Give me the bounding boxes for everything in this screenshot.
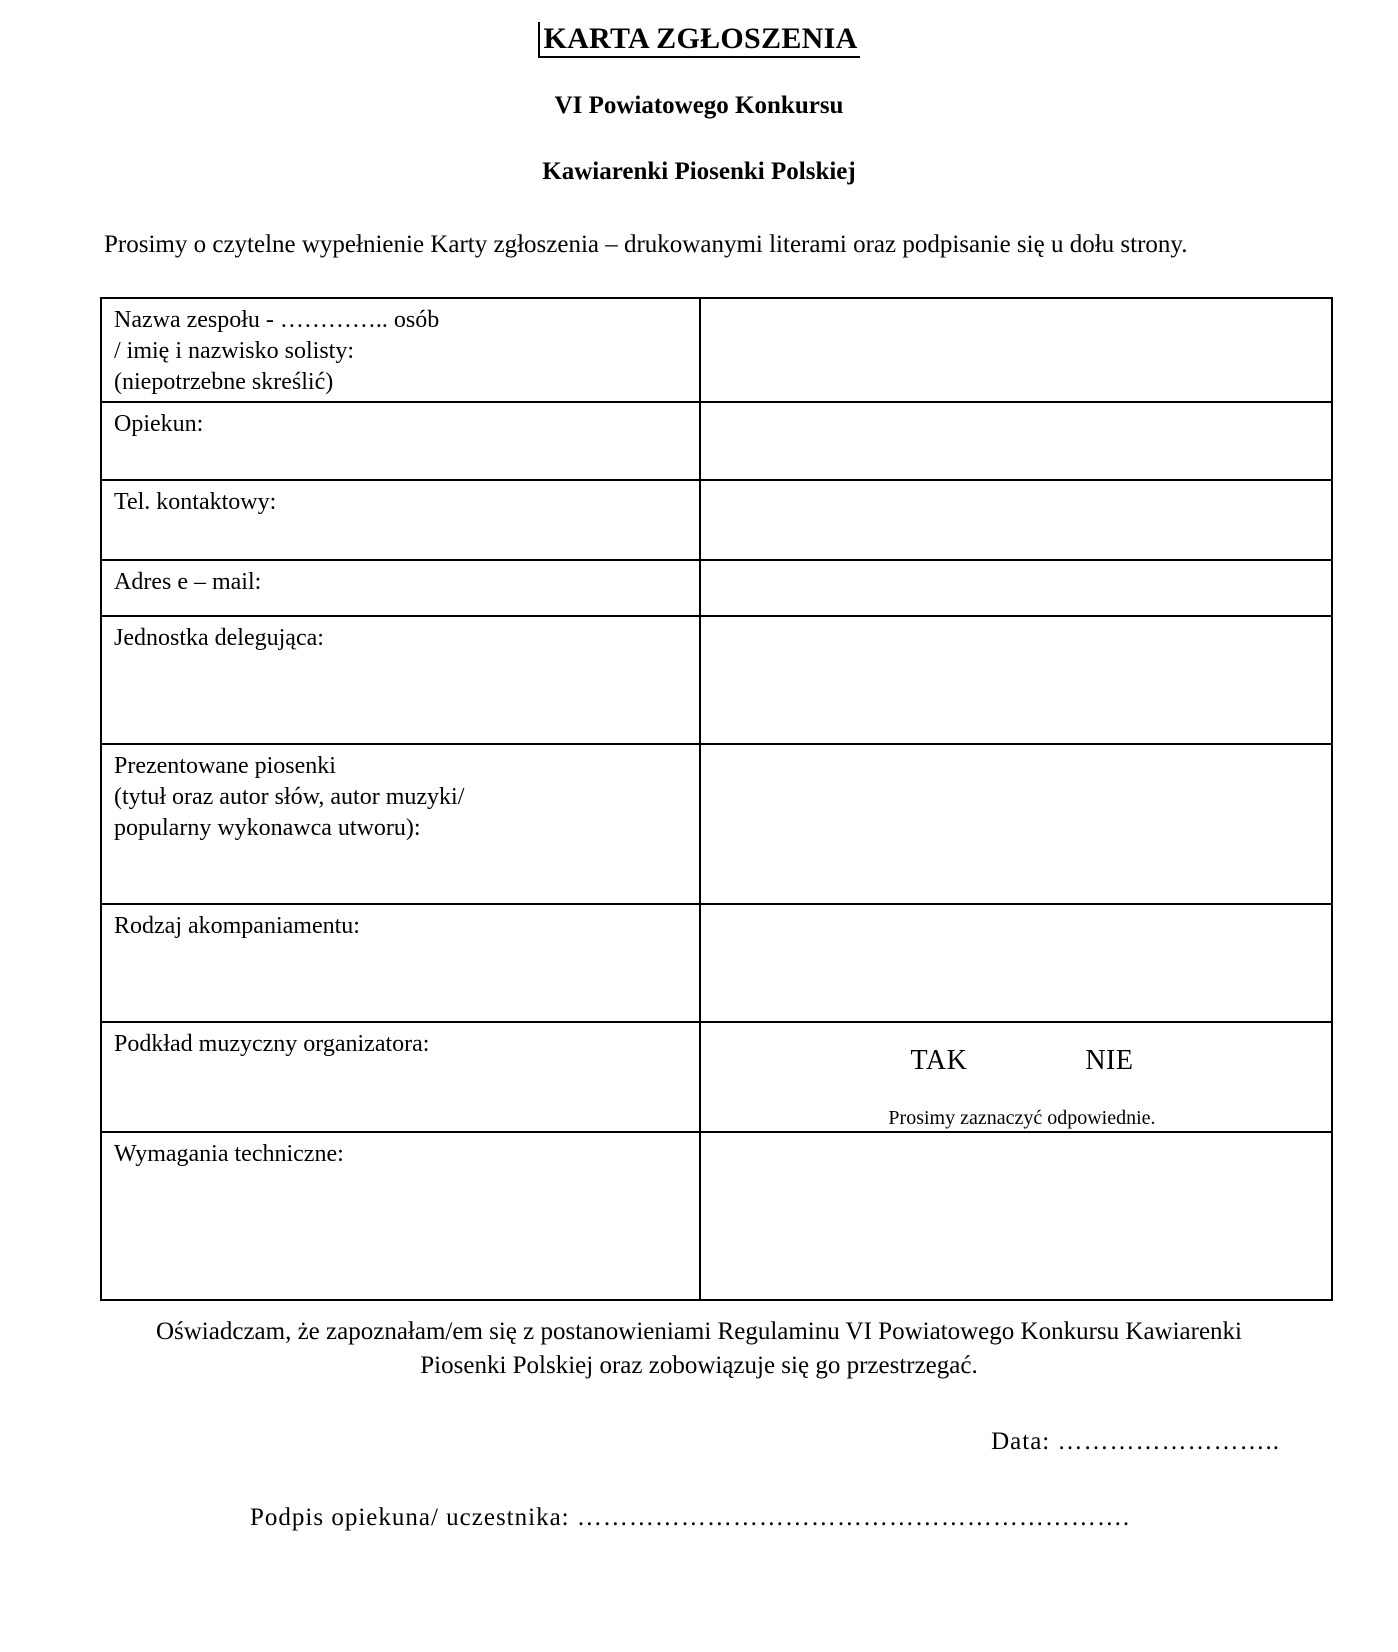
backing-track-options	[713, 1043, 1331, 1079]
intro-instructions: Prosimy o czytelne wypełnienie Karty zgłoszenia – drukowanymi literami oraz podpisanie się u dołu strony.	[104, 231, 1188, 258]
field-label-team-name	[101, 298, 700, 402]
field-label-songs	[101, 744, 700, 904]
label-line: (niepotrzebne skreślić)	[114, 369, 334, 396]
label-line: Rodzaj akompaniamentu:	[114, 913, 360, 939]
field-value-songs[interactable]	[700, 744, 1332, 904]
label-line: (tytuł oraz autor słów, autor muzyki/	[114, 784, 465, 811]
date-field[interactable]: Data: ……………………..	[991, 1428, 1280, 1456]
field-label-delegating-unit	[101, 616, 700, 744]
label-line: popularny wykonawca utworu):	[114, 815, 421, 842]
table-row	[101, 904, 1332, 1022]
field-value-technical-requirements[interactable]	[700, 1132, 1332, 1300]
table-row	[101, 298, 1332, 402]
table-row	[101, 480, 1332, 560]
declaration-text: Oświadczam, że zapoznałam/em się z postanowieniami Regulaminu VI Powiatowego Konkursu Kawiarenki Piosenki Polskiej oraz zobowiązuje się go przestrzegać.	[155, 1318, 1243, 1379]
subtitle-competition-name: Kawiarenki Piosenki Polskiej	[542, 158, 856, 185]
field-value-phone[interactable]	[700, 480, 1332, 560]
field-value-delegating-unit[interactable]	[700, 616, 1332, 744]
label-line: / imię i nazwisko solisty:	[114, 338, 354, 365]
field-label-email	[101, 560, 700, 616]
field-value-accompaniment[interactable]	[700, 904, 1332, 1022]
label-line: Tel. kontaktowy:	[114, 489, 277, 515]
page-title	[100, 22, 1298, 56]
backing-track-note: Prosimy zaznaczyć odpowiednie.	[888, 1107, 1156, 1130]
option-no[interactable]: NIE	[1085, 1045, 1134, 1076]
field-label-backing-track	[101, 1022, 700, 1132]
label-line: Adres e – mail:	[114, 569, 262, 595]
label-line: Podkład muzyczny organizatora:	[114, 1031, 430, 1057]
label-line: Prezentowane piosenki	[114, 753, 336, 779]
label-line: Nazwa zespołu - ………….. osób	[114, 307, 440, 333]
field-value-team-name[interactable]	[700, 298, 1332, 402]
registration-form-table	[100, 297, 1333, 1301]
field-label-supervisor	[101, 402, 700, 480]
table-row	[101, 402, 1332, 480]
field-label-phone	[101, 480, 700, 560]
subtitle-competition: VI Powiatowego Konkursu	[554, 92, 844, 119]
field-value-supervisor[interactable]	[700, 402, 1332, 480]
field-value-backing-track	[700, 1022, 1332, 1132]
table-row	[101, 744, 1332, 904]
option-yes[interactable]: TAK	[910, 1045, 968, 1076]
label-line: Jednostka delegująca:	[114, 625, 324, 651]
field-label-accompaniment	[101, 904, 700, 1022]
label-line: Wymagania techniczne:	[114, 1141, 344, 1168]
table-row	[101, 616, 1332, 744]
field-value-email[interactable]	[700, 560, 1332, 616]
signature-field[interactable]: Podpis opiekuna/ uczestnika: ……………………………………………………….	[250, 1504, 1131, 1532]
table-row	[101, 1132, 1332, 1300]
field-label-technical-requirements	[101, 1132, 700, 1300]
table-row	[101, 560, 1332, 616]
label-line: Opiekun:	[114, 411, 204, 437]
table-row	[101, 1022, 1332, 1132]
page-title-text: KARTA ZGŁOSZENIA	[538, 22, 859, 58]
